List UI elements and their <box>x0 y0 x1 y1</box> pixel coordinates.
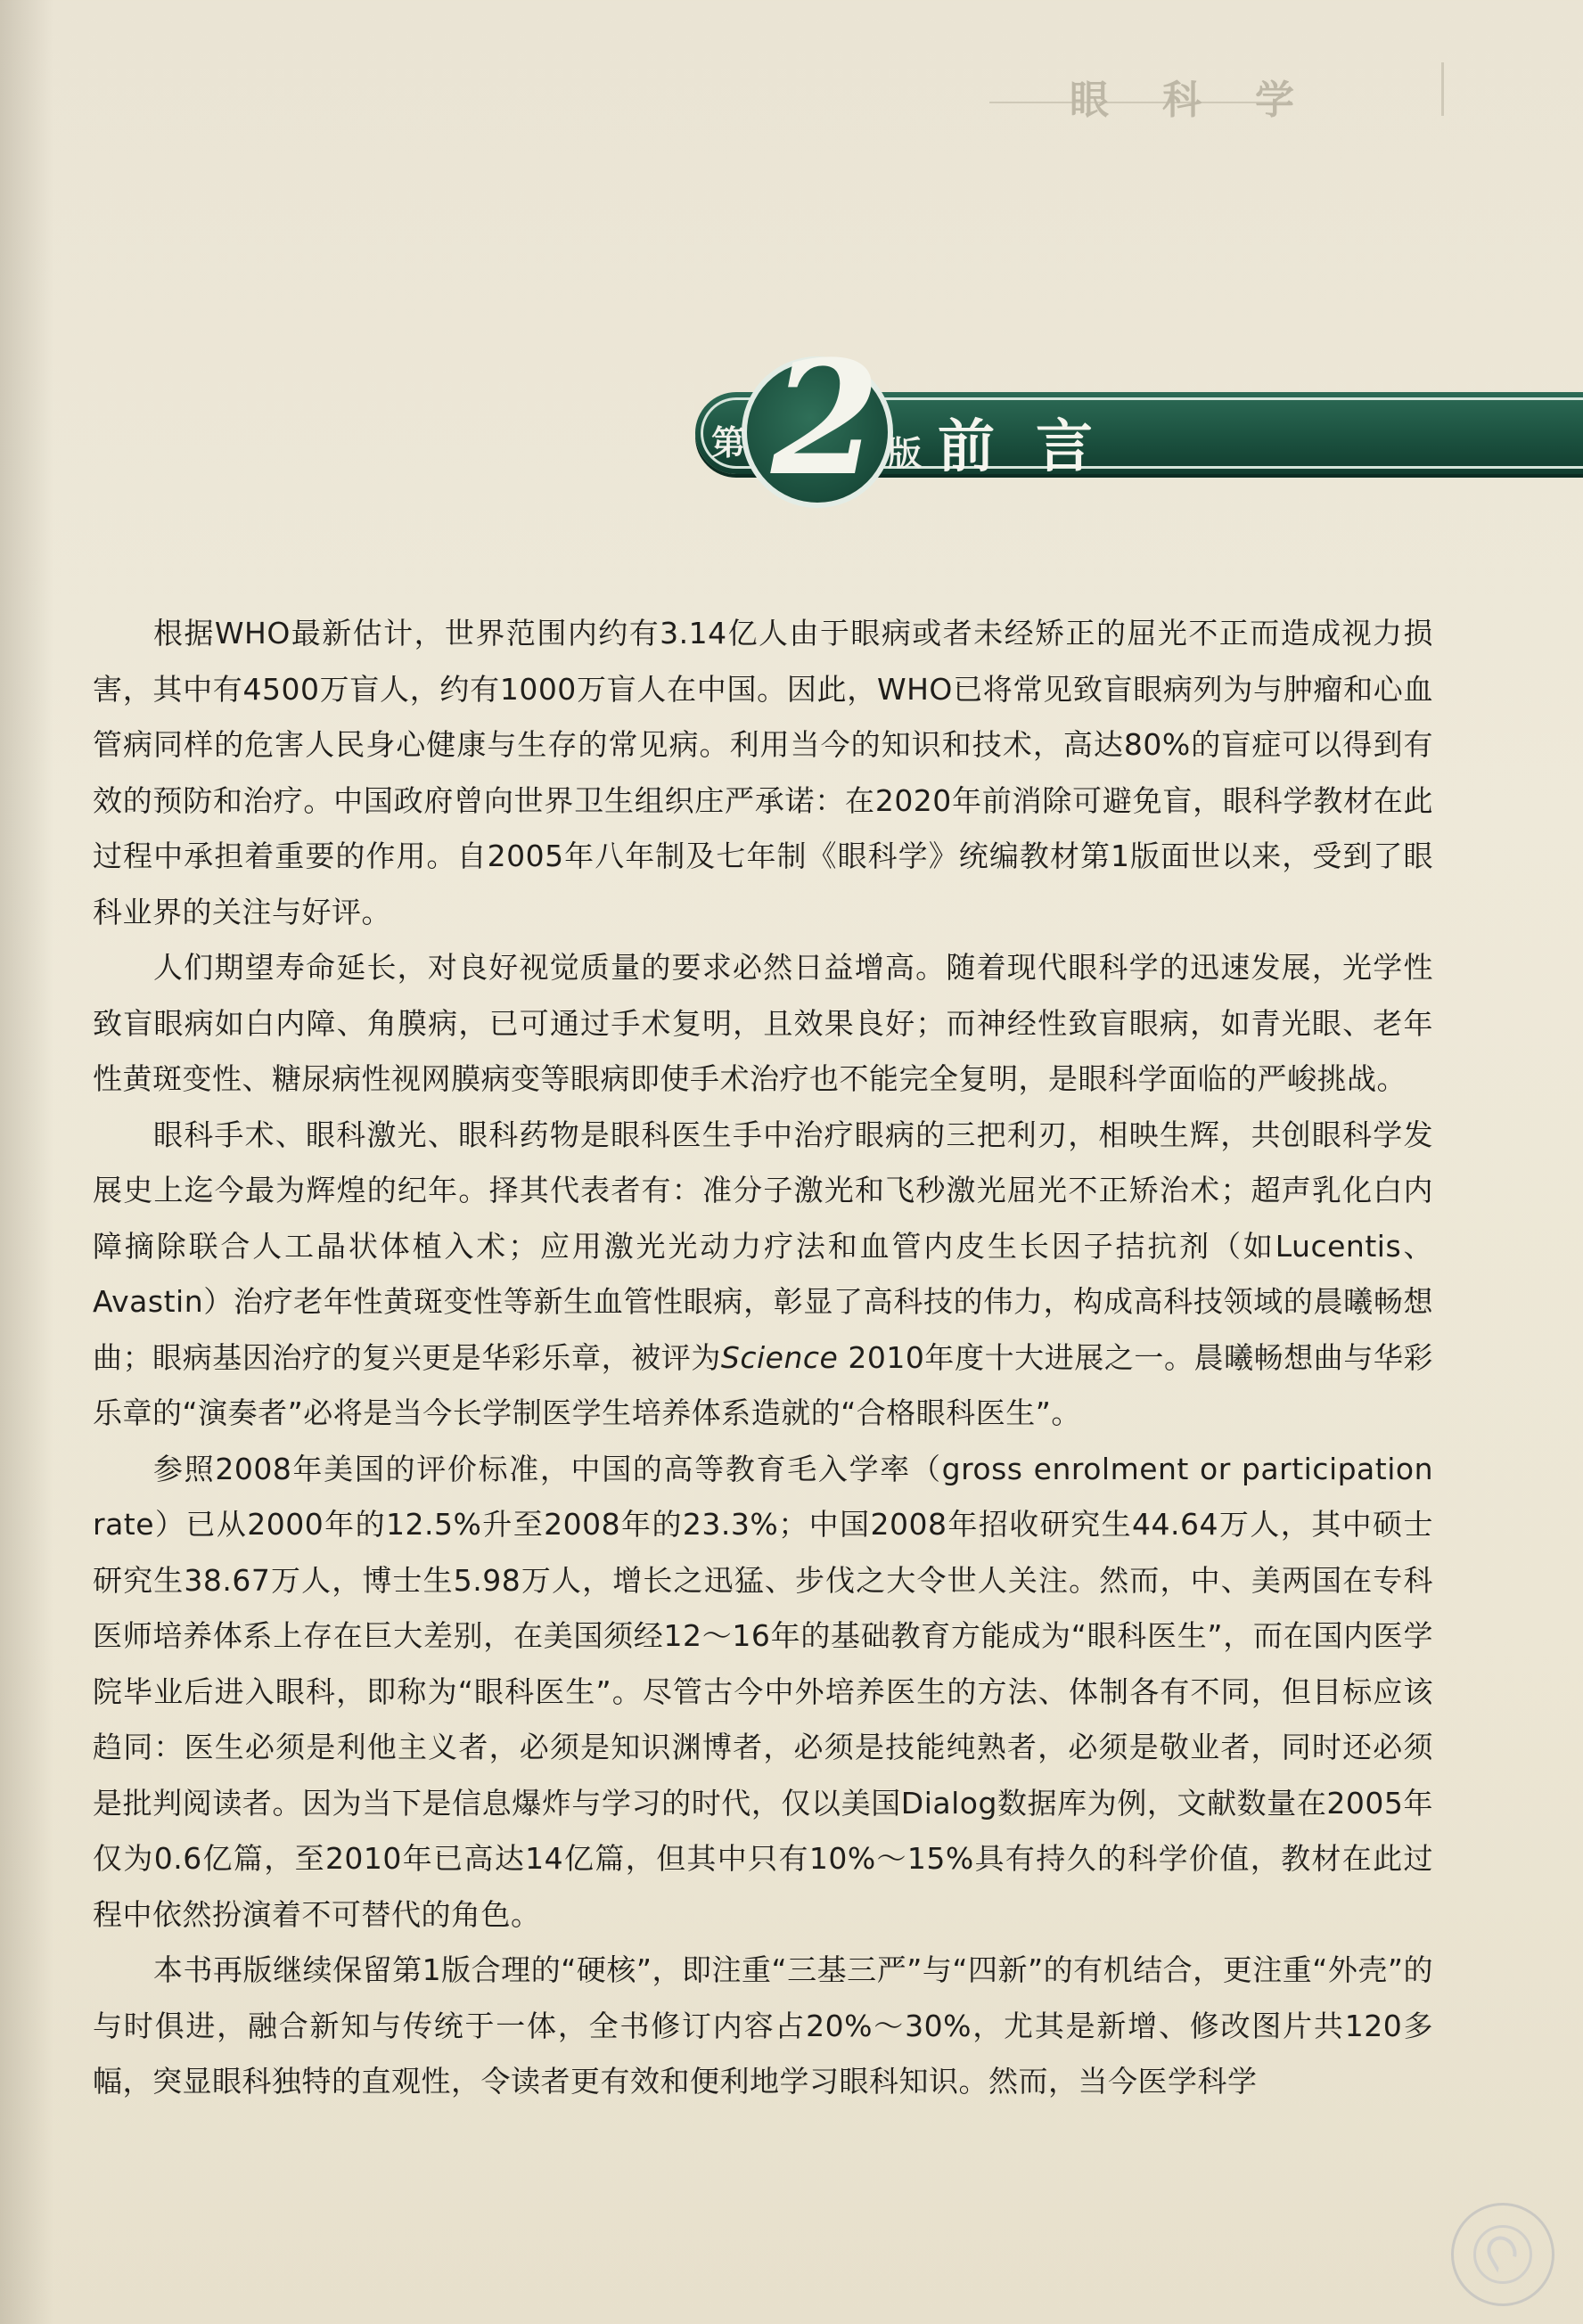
running-head-title: 眼科学 <box>1070 78 1348 123</box>
body-text <box>93 606 1433 2110</box>
paragraph-4: 参照2008年美国的评价标准，中国的高等教育毛入学率（gross enrolment or participation rate）已从2000年的12.5%升至2008年的23.3%；中国2008年招收研究生44.64万人，其中硕士研究生38.67万人，博士生5.98万人，增长之迅猛、步伐之大令世人关注。然而，中、美两国在专科医师培养体系上存在巨大差别，在美国须经12～16年的基础教育方能成为“眼科医生”，而在国内医学院毕业后进入眼科，即称为“眼科医生”。尽管古今中外培养医生的方法、体制各有不同，但目标应该趋同：医生必须是利他主义者，必须是知识渊博者，必须是技能纯熟者，必须是敬业者，同时还必须是批判阅读者。因为当下是信息爆炸与学习的时代，仅以美国Dialog数据库为例，文献数量在2005年仅为0.6亿篇，至2010年已高达14亿篇，但其中只有10%～15%具有持久的科学价值，教材在此过程中依然扮演着不可替代的角色。 <box>93 1451 1433 1932</box>
banner-di: 第 <box>711 422 746 462</box>
journal-name: Science <box>720 1339 839 1375</box>
page-gutter-shadow <box>0 0 53 2324</box>
running-head-rule <box>1441 62 1444 116</box>
chapter-banner <box>686 326 1583 511</box>
paragraph-3 <box>93 1108 1433 1442</box>
running-head <box>989 62 1453 125</box>
paragraph-1: 根据WHO最新估计，世界范围内约有3.14亿人由于眼病或者未经矫正的屈光不正而造成视力损害，其中有4500万盲人，约有1000万盲人在中国。因此，WHO已将常见致盲眼病列为与肿瘤和心血管病同样的危害人民身心健康与生存的常见病。利用当今的知识和技术，高达80%的盲症可以得到有效的预防和治疗。中国政府曾向世界卫生组织庄严承诺：在2020年前消除可避免盲，眼科学教材在此过程中承担着重要的作用。自2005年八年制及七年制《眼科学》统编教材第1版面世以来，受到了眼科业界的关注与好评。 <box>93 616 1433 929</box>
banner-number: 2 <box>771 326 881 511</box>
page-title: 前言 <box>938 414 1134 480</box>
banner-ban: 版 <box>888 433 923 473</box>
paragraph-5: 本书再版继续保留第1版合理的“硬核”，即注重“三基三严”与“四新”的有机结合，更注重“外壳”的与时俱进，融合新知与传统于一体，全书修订内容占20%～30%，尤其是新增、修改图片共120多幅，突显眼科独特的直观性，令读者更有效和便利地学习眼科知识。然而，当今医学科学 <box>93 1952 1433 2099</box>
paragraph-2: 人们期望寿命延长，对良好视觉质量的要求必然日益增高。随着现代眼科学的迅速发展，光学性致盲眼病如白内障、角膜病，已可通过手术复明，且效果良好；而神经性致盲眼病，如青光眼、老年性黄斑变性、糖尿病性视网膜病变等眼病即使手术治疗也不能完全复明，是眼科学面临的严峻挑战。 <box>93 950 1433 1096</box>
paragraph-3-before: 眼科手术、眼科激光、眼科药物是眼科医生手中治疗眼病的三把利刃，相映生辉，共创眼科学发展史上迄今最为辉煌的纪年。择其代表者有：准分子激光和飞秒激光屈光不正矫治术；超声乳化白内障摘除联合人工晶状体植入术；应用激光光动力疗法和血管内皮生长因子拮抗剂（如Lucentis、Avastin）治疗老年性黄斑变性等新生血管性眼病，彰显了高科技的伟力，构成高科技领域的晨曦畅想曲；眼病基因治疗的复兴更是华彩乐章，被评为 <box>93 1117 1433 1375</box>
watermark-logo-icon <box>1451 2203 1554 2306</box>
paragraph-3-after: 2010年度十大进展之一。晨曦畅想曲与华彩乐章的“演奏者”必将是当今长学制医学生培养体系造就的“合格眼科医生”。 <box>93 1339 1433 1430</box>
